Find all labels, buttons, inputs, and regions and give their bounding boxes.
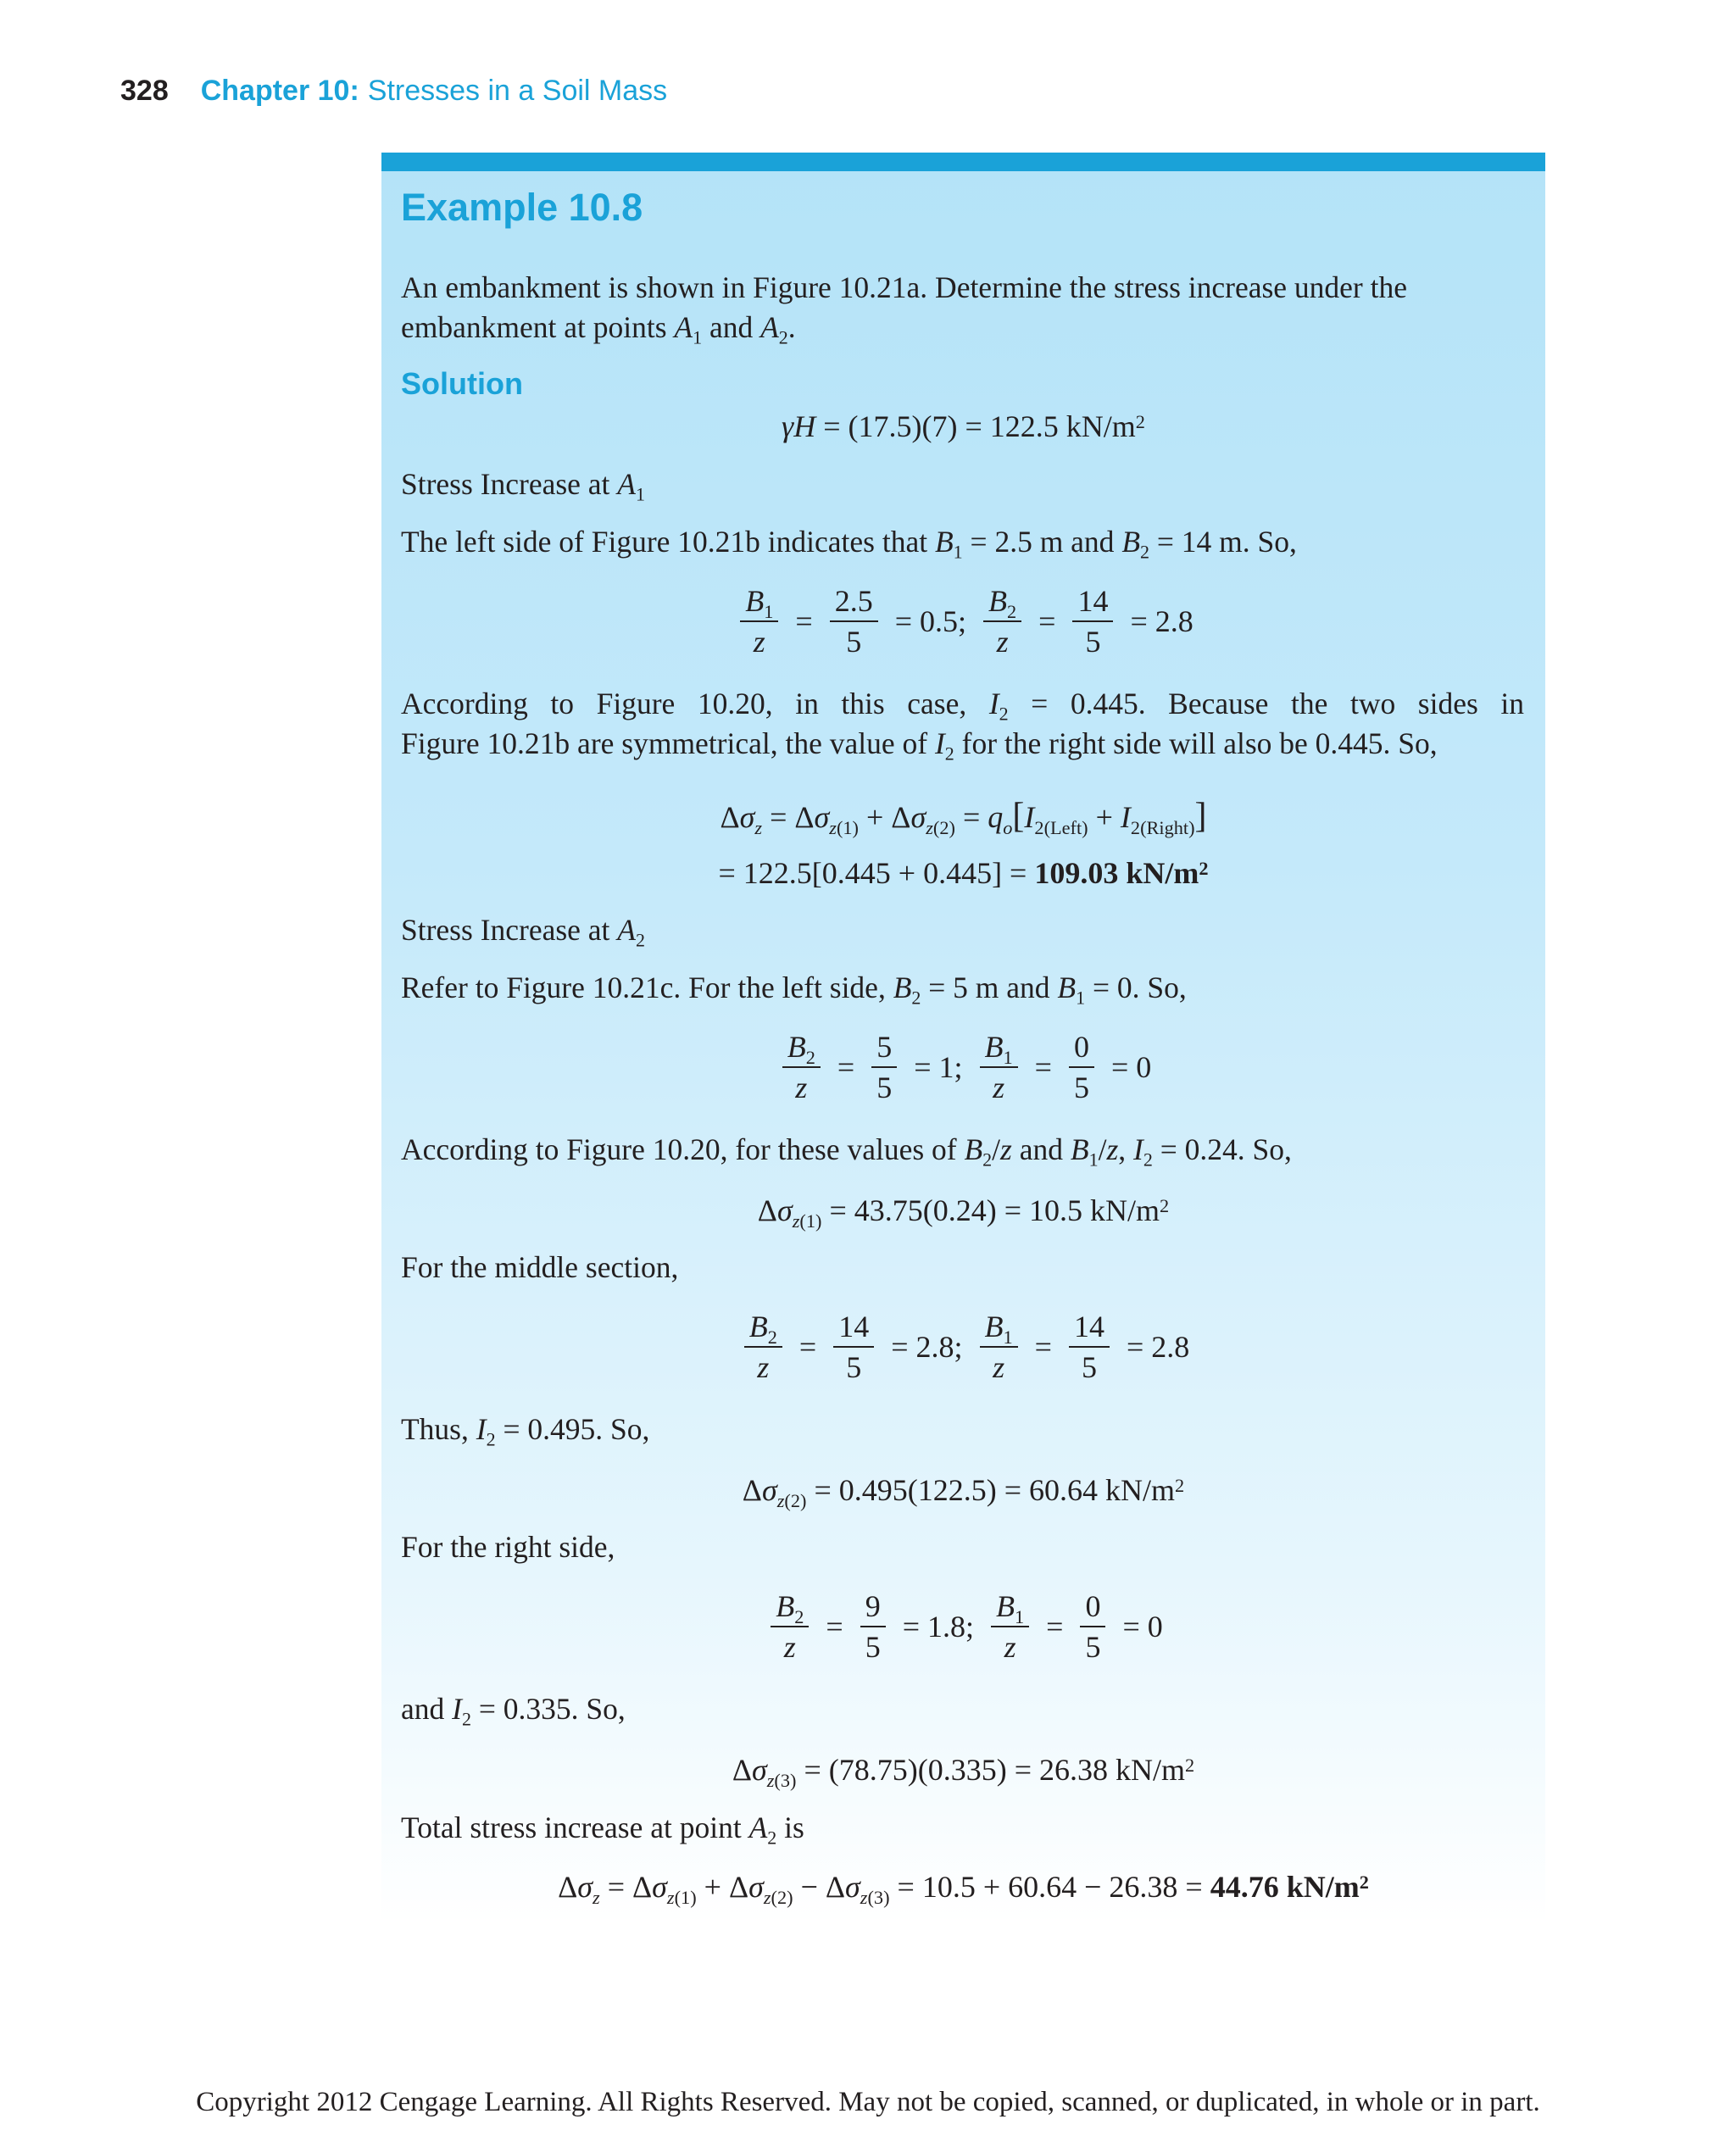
and-text: and $I_2 = 0.335$. So, — [401, 1692, 626, 1730]
running-header — [120, 70, 667, 112]
problem-line-2: embankment at points $A_1$ and $A_2$. — [401, 310, 796, 348]
a1-fraction-equation: $\frac{B_1}{z}$ = $\frac{2.5}{5}$ = 0.5; $\frac{B_2}{z}$ = $\frac{14}{5}$ = 2.8 — [381, 583, 1545, 659]
stress-a1-heading: Stress Increase at $A_1$ — [401, 467, 645, 505]
fraction: $\frac{2.5}{5}$ — [830, 583, 878, 659]
fraction: $\frac{B_1}{z}$ — [980, 1029, 1018, 1105]
a2-equation-3: $\Delta\sigma_{z(3)} = (78.75)(0.335) = 26.38$ $kN/m^2$ — [732, 1753, 1195, 1791]
a2-fraction-equation-2: $\frac{B_2}{z}$ = $\frac{14}{5}$ = 2.8; $\frac{B_1}{z}$ = $\frac{14}{5}$ = 2.8 — [381, 1309, 1545, 1385]
fraction: $\frac{B_1}{z}$ — [980, 1309, 1018, 1385]
a2-fraction-equation-1: $\frac{B_2}{z}$ = $\frac{5}{5}$ = 1; $\frac{B_1}{z}$ = $\frac{0}{5}$ = 0 — [381, 1029, 1545, 1105]
example-top-bar — [381, 153, 1545, 171]
fraction: $\frac{B_1}{z}$ — [991, 1588, 1029, 1665]
fraction: $\frac{14}{5}$ — [833, 1309, 874, 1385]
a2-text-1: Refer to Figure 10.21c. For the left side, $B_2 = 5$ m and $B_1 = 0$. So, — [401, 971, 1187, 1009]
fraction: $\frac{0}{5}$ — [1069, 1029, 1094, 1105]
stress-a2-heading: Stress Increase at $A_2$ — [401, 913, 645, 951]
fraction: $\frac{14}{5}$ — [1072, 583, 1113, 659]
middle-section-text: For the middle section, — [401, 1250, 679, 1284]
fraction: $\frac{14}{5}$ — [1069, 1309, 1110, 1385]
example-title: Example 10.8 — [401, 186, 643, 229]
a1-text-2: According to Figure 10.20, in this case, $I_2 = 0.445$. Because the two sides in Figure 10.21b are symmetrical, the value of $I_2$ for the right side will also be 0.445. So, — [401, 687, 1524, 765]
a1-equation-2: = 122.5[0.445 + 0.445] = 109.03 $kN/m^2$ — [718, 856, 1209, 890]
a2-equation-2: $\Delta\sigma_{z(2)} = 0.495(122.5) = 60.64$ $kN/m^2$ — [742, 1473, 1185, 1511]
a1-equation-1: $\Delta\sigma_z = \Delta\sigma_{z(1)} + \Delta\sigma_{z(2)} = q_o[I_{2(Left)} + I_{2(Right)}]$ — [720, 797, 1207, 838]
solution-heading: Solution — [401, 366, 523, 401]
fraction: $\frac{B_2}{z}$ — [744, 1309, 782, 1385]
fraction: $\frac{B_1}{z}$ — [740, 583, 778, 659]
thus-text: Thus, $I_2 = 0.495$. So, — [401, 1412, 650, 1450]
a1-text-1: The left side of Figure 10.21b indicates that $B_1 = 2.5$ m and $B_2 = 14$ m. So, — [401, 525, 1297, 563]
right-side-text: For the right side, — [401, 1530, 615, 1564]
fraction: $\frac{9}{5}$ — [860, 1588, 886, 1665]
fraction: $\frac{B_2}{z}$ — [782, 1029, 821, 1105]
a2-equation-1: $\Delta\sigma_{z(1)} = 43.75(0.24) = 10.5$ $kN/m^2$ — [757, 1193, 1170, 1232]
fraction: $\frac{B_2}{z}$ — [983, 583, 1021, 659]
equation-gamma-h: γH = (17.5)(7) = 122.5 $kN/m^2$ — [782, 409, 1145, 443]
problem-line-1: An embankment is shown in Figure 10.21a. Determine the stress increase under the — [401, 270, 1407, 304]
page-number: 328 — [120, 75, 169, 107]
fraction: $\frac{0}{5}$ — [1080, 1588, 1105, 1665]
fraction: $\frac{5}{5}$ — [871, 1029, 897, 1105]
a2-text-2: According to Figure 10.20, for these values of $B_2/z$ and $B_1/z$, $I_2 = 0.24$. So, — [401, 1132, 1292, 1171]
a2-fraction-equation-3: $\frac{B_2}{z}$ = $\frac{9}{5}$ = 1.8; $\frac{B_1}{z}$ = $\frac{0}{5}$ = 0 — [381, 1588, 1545, 1665]
total-text: Total stress increase at point $A_2$ is — [401, 1810, 804, 1849]
copyright-footer: Copyright 2012 Cengage Learning. All Rights Reserved. May not be copied, scanned, or duplicated, in whole or in part. — [196, 2087, 1540, 2117]
chapter-label: Chapter 10: — [200, 75, 359, 107]
chapter-title: Stresses in a Soil Mass — [367, 75, 668, 107]
fraction: $\frac{B_2}{z}$ — [771, 1588, 809, 1665]
total-equation: $\Delta\sigma_z = \Delta\sigma_{z(1)} + \Delta\sigma_{z(2)} - \Delta\sigma_{z(3)} = 10.5 + 60.64 - 26.38 = 44.76$ $kN/m^2$ — [558, 1870, 1369, 1908]
